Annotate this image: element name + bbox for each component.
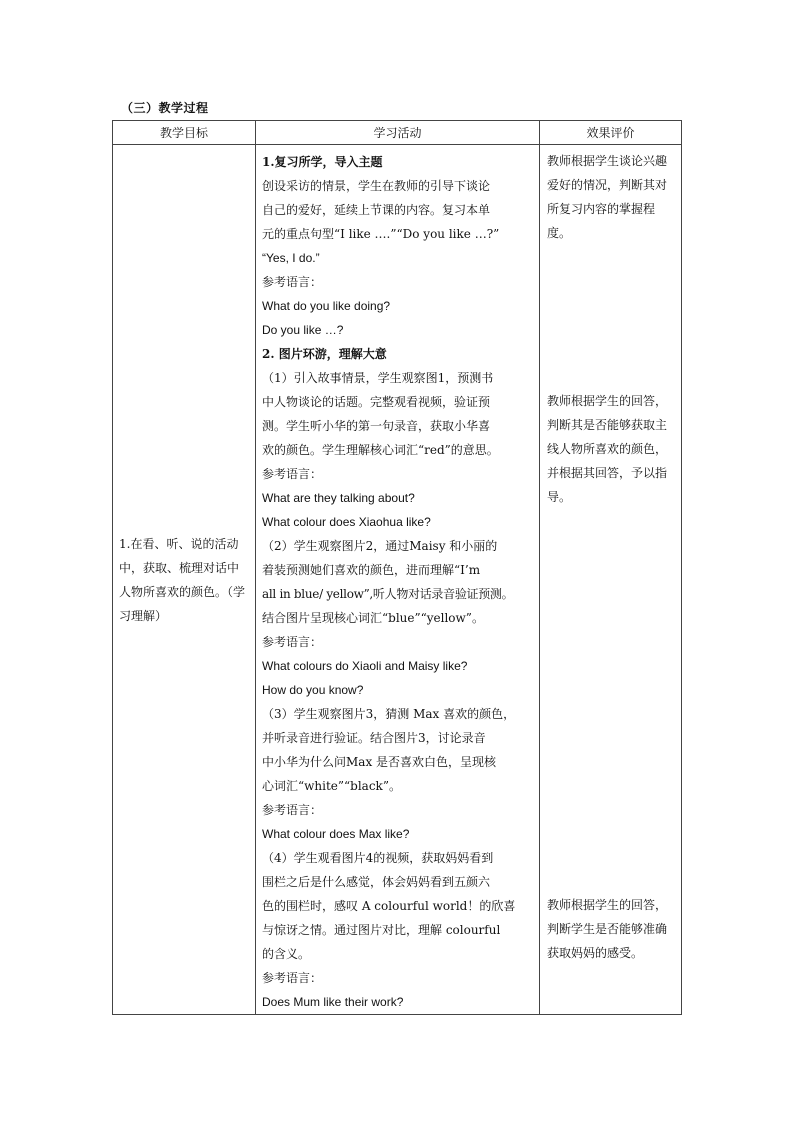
step-1-question-1: What do you like doing? [262,299,391,313]
part-2-line-2: 着装预测她们喜欢的颜色，进而理解“I’m [262,563,481,577]
part-4-question-1: Does Mum like their work? [262,995,404,1009]
step-1-line-1: 创设采访的情景，学生在教师的引导下谈论 [262,179,491,193]
part-2-question-1: What colours do Xiaoli and Maisy like? [262,659,468,673]
part-3-line-1: （3）学生观察图片3，猜测 Max 喜欢的颜色， [262,707,516,721]
part-3-line-4: 心词汇“white”“black”。 [262,779,401,793]
part-4-line-4: 与惊讶之情。通过图片对比，理解 colourful [262,923,501,937]
part-1-line-4: 欢的颜色。学生理解核心词汇“red”的意思。 [262,443,499,457]
activity-cell [256,145,540,1015]
section-title: （三）教学过程 [121,101,209,115]
step-1-line-3: 元的重点句型“I like ….”“Do you like …?” [262,227,500,241]
evaluation-1: 教师根据学生谈论兴趣爱好的情况，判断其对所复习内容的掌握程度。 [547,154,668,240]
table-row [113,145,682,1015]
part-2-line-4: 结合图片呈现核心词汇“blue”“yellow”。 [262,611,484,625]
step-1-title: 1.复习所学，导入主题 [262,155,383,169]
header-evaluation: 效果评价 [540,121,682,145]
part-1-question-1: What are they talking about? [262,491,415,505]
header-activity: 学习活动 [256,121,540,145]
activity-content [256,145,539,1014]
part-4-line-3: 色的围栏时，感叹 A colourful world！的欣喜 [262,899,516,913]
part-4-line-5: 的含义。 [262,947,311,961]
step-1-question-2: Do you like …? [262,323,344,337]
part-2-reference-label: 参考语言： [262,635,323,649]
evaluation-content [540,145,681,1007]
step-1-reference-label: 参考语言： [262,275,323,289]
evaluation-2: 教师根据学生的回答，判断其是否能够获取主线人物所喜欢的颜色，并根据其回答，予以指导。 [547,394,668,504]
table-header-row [113,121,682,145]
goal-text: 1.在看、听、说的活动中，获取、梳理对话中人物所喜欢的颜色。（学习理解） [119,536,246,623]
part-2-line-3: all in blue/ yellow”,听人物对话录音验证预测。 [262,587,514,601]
part-3-line-3: 中小华为什么问Max 是否喜欢白色，呈现核 [262,755,497,769]
part-1-question-2: What colour does Xiaohua like? [262,515,431,529]
step-1-line-2: 自己的爱好，延续上节课的内容。复习本单 [262,203,491,217]
part-1-reference-label: 参考语言： [262,467,323,481]
part-4-line-1: （4）学生观看图片4的视频，获取妈妈看到 [262,851,494,865]
part-2-line-1: （2）学生观察图片2，通过Maisy 和小丽的 [262,539,498,553]
step-2-title: 2. 图片环游，理解大意 [262,347,387,361]
part-4-reference-label: 参考语言： [262,971,323,985]
part-3-line-2: 并听录音进行验证。结合图片3，讨论录音 [262,731,486,745]
header-goal: 教学目标 [113,121,256,145]
goal-cell [113,145,256,1015]
part-1-line-1: （1）引入故事情景，学生观察图1，预测书 [262,371,494,385]
part-1-line-2: 中人物谈论的话题。完整观看视频，验证预 [262,395,491,409]
evaluation-cell [540,145,682,1015]
evaluation-3: 教师根据学生的回答，判断学生是否能够准确获取妈妈的感受。 [547,898,668,960]
part-2-question-2: How do you know? [262,683,364,697]
teaching-process-table [112,120,682,1015]
step-1-line-4: “Yes, I do.” [262,251,320,265]
part-1-line-3: 测。学生听小华的第一句录音，获取小华喜 [262,419,491,433]
part-4-line-2: 围栏之后是什么感觉，体会妈妈看到五颜六 [262,875,491,889]
part-3-question-1: What colour does Max like? [262,827,410,841]
part-3-reference-label: 参考语言： [262,803,323,817]
